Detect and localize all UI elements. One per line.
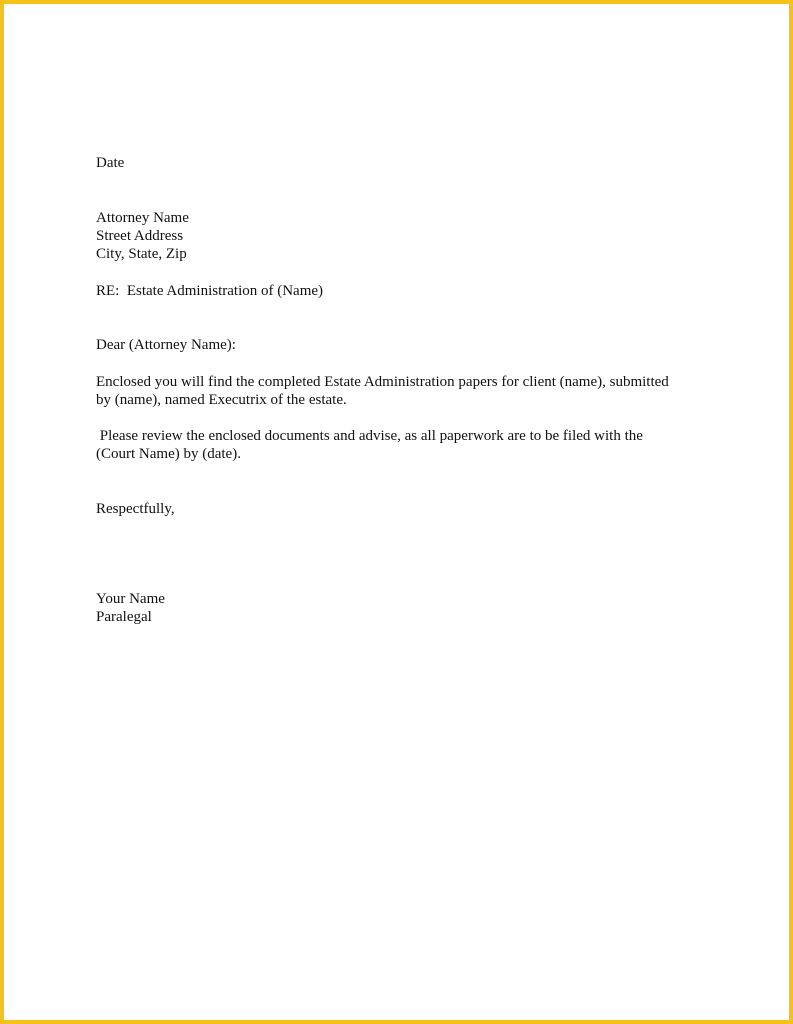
recipient-name: Attorney Name xyxy=(96,210,189,226)
salutation: Dear (Attorney Name): xyxy=(96,337,236,353)
paragraph-1-line-1: Enclosed you will find the completed Estate Administration papers for client (name), submitted xyxy=(96,374,669,390)
paragraph-2-line-1: Please review the enclosed documents and advise, as all paperwork are to be filed with the xyxy=(96,428,643,444)
paragraph-2-line-2: (Court Name) by (date). xyxy=(96,446,241,462)
signature-name: Your Name xyxy=(96,591,165,607)
recipient-street: Street Address xyxy=(96,228,184,244)
re-line: RE: Estate Administration of (Name) xyxy=(96,283,324,299)
signature-title: Paralegal xyxy=(96,609,152,625)
recipient-city-state-zip: City, State, Zip xyxy=(96,246,187,262)
closing: Respectfully, xyxy=(96,501,175,517)
date-line: Date xyxy=(96,155,125,171)
paragraph-1-line-2: by (name), named Executrix of the estate. xyxy=(96,392,347,408)
